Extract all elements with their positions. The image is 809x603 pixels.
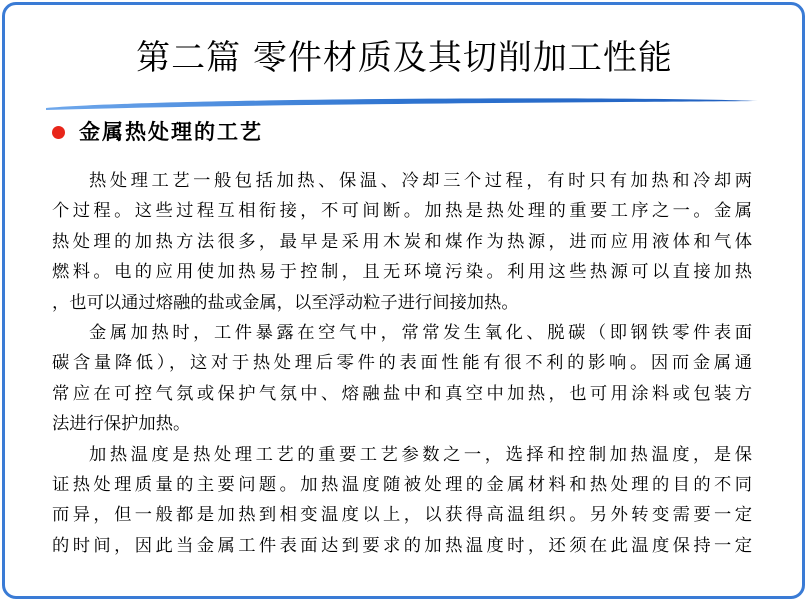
section-heading-text: 金属热处理的工艺 (79, 120, 263, 144)
title-underline-swoosh (44, 96, 760, 112)
slide-title: 第二篇 零件材质及其切削加工性能 (136, 38, 673, 78)
section-heading (52, 117, 263, 147)
paragraph-3-line-1: 加热温度是热处理工艺的重要工艺参数之一，选择和控制加热温度，是保 (89, 444, 752, 465)
bullet-dot-icon (52, 126, 65, 139)
paragraph-2-line-1: 金属加热时，工件暴露在空气中，常常发生氧化、脱碳（即钢铁零件表面 (89, 322, 752, 343)
paragraph-1-line-2: 个过程。这些过程互相衔接，不可间断。加热是热处理的重要工序之一。金属 (52, 201, 752, 222)
paragraph-1-line-5: ，也可以通过熔融的盐或金属，以至浮动粒子进行间接加热。 (52, 292, 519, 313)
paragraph-1-line-3: 热处理的加热方法很多，最早是采用木炭和煤作为热源，进而应用液体和气体 (52, 231, 752, 252)
paragraph-3-line-3: 而异，但一般都是加热到相变温度以上，以获得高温组织。另外转变需要一定 (52, 505, 752, 526)
paragraph-3-line-2: 证热处理质量的主要问题。加热温度随被处理的金属材料和热处理的目的不同 (52, 474, 752, 495)
paragraph-1-line-4: 燃料。电的应用使加热易于控制，且无环境污染。利用这些热源可以直接加热 (52, 262, 752, 283)
paragraph-1-line-1: 热处理工艺一般包括加热、保温、冷却三个过程，有时只有加热和冷却两 (89, 171, 752, 191)
paragraph-3-line-4: 的时间，因此当金属工件表面达到要求的加热温度时，还须在此温度保持一定 (52, 535, 752, 556)
paragraph-2-line-4: 法进行保护加热。 (52, 414, 191, 435)
paragraph-2-line-3: 常应在可控气氛或保护气氛中、熔融盐中和真空中加热，也可用涂料或包装方 (52, 383, 752, 404)
body-text (52, 166, 752, 561)
paragraph-2-line-2: 碳含量降低），这对于热处理后零件的表面性能有很不利的影响。因而金属通 (52, 353, 752, 374)
